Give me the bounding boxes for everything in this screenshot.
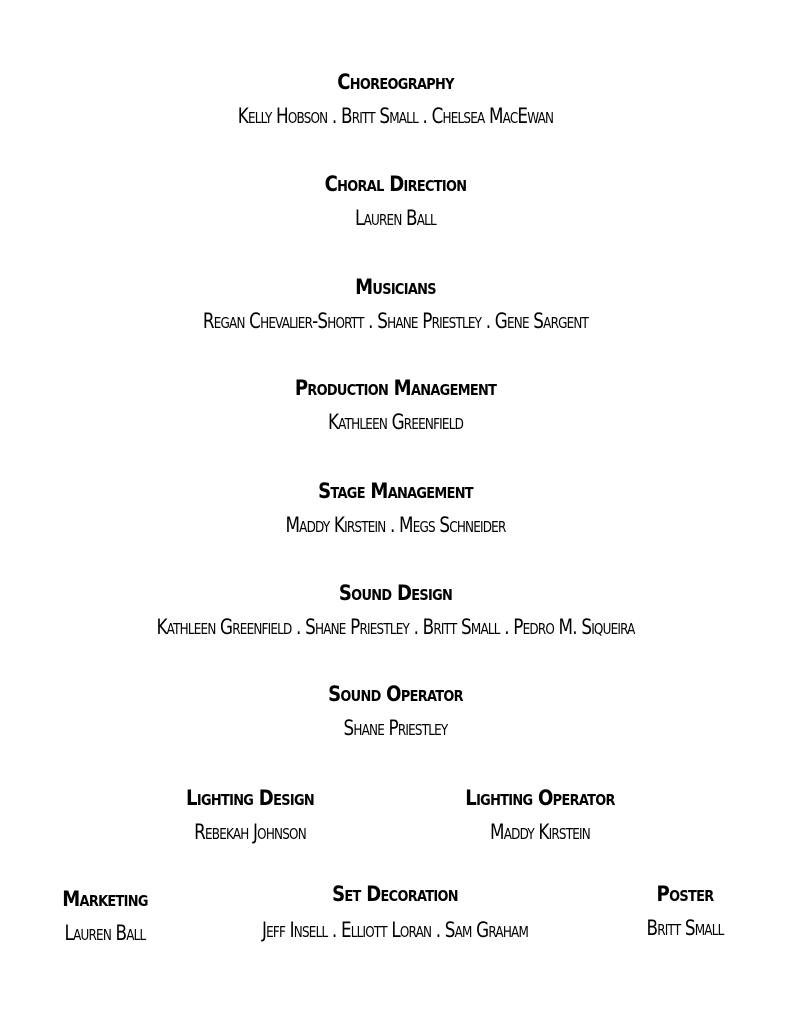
section-heading: Set Decoration [332, 882, 458, 906]
credit-lighting-design [130, 786, 370, 844]
credit-choral-direction [0, 172, 791, 230]
section-heading: Poster [656, 882, 714, 906]
section-names: Britt Small [646, 916, 724, 940]
section-heading: Lighting Design [186, 786, 314, 810]
section-names: Regan Chevalier-Shortt . Shane Priestley . Gene Sargent [202, 309, 589, 333]
section-names: Kelly Hobson . Britt Small . Chelsea MacEwan [237, 104, 554, 128]
credit-lighting-operator [420, 786, 660, 844]
section-names: Jeff Insell . Elliott Loran . Sam Graham [261, 918, 529, 942]
credit-sound-operator [0, 682, 791, 740]
section-names: Kathleen Greenfield . Shane Priestley . Britt Small . Pedro M. Siqueira [156, 615, 635, 639]
section-names: Maddy Kirstein [490, 820, 590, 844]
section-names: Maddy Kirstein . Megs Schneider [285, 513, 506, 537]
credit-stage-management [0, 479, 791, 537]
section-heading: Choreography [337, 70, 454, 94]
section-heading: Marketing [62, 887, 148, 911]
credit-marketing [20, 887, 190, 945]
section-names: Lauren Ball [64, 921, 146, 945]
section-names: Kathleen Greenfield [327, 410, 464, 434]
credit-production-management [0, 376, 791, 434]
section-heading: Choral Direction [324, 172, 467, 196]
section-heading: Sound Design [338, 581, 453, 605]
credit-set-decoration [200, 882, 590, 942]
credit-musicians [0, 275, 791, 333]
section-names: Rebekah Johnson [194, 820, 306, 844]
credit-choreography [0, 70, 791, 128]
section-heading: Sound Operator [328, 682, 463, 706]
credit-sound-design [0, 581, 791, 639]
section-heading: Stage Management [318, 479, 473, 503]
section-names: Lauren Ball [355, 206, 436, 230]
section-heading: Lighting Operator [465, 786, 615, 810]
section-heading: Musicians [355, 275, 436, 299]
section-heading: Production Management [294, 376, 497, 400]
section-names: Shane Priestley [343, 716, 448, 740]
credit-poster [600, 882, 770, 940]
